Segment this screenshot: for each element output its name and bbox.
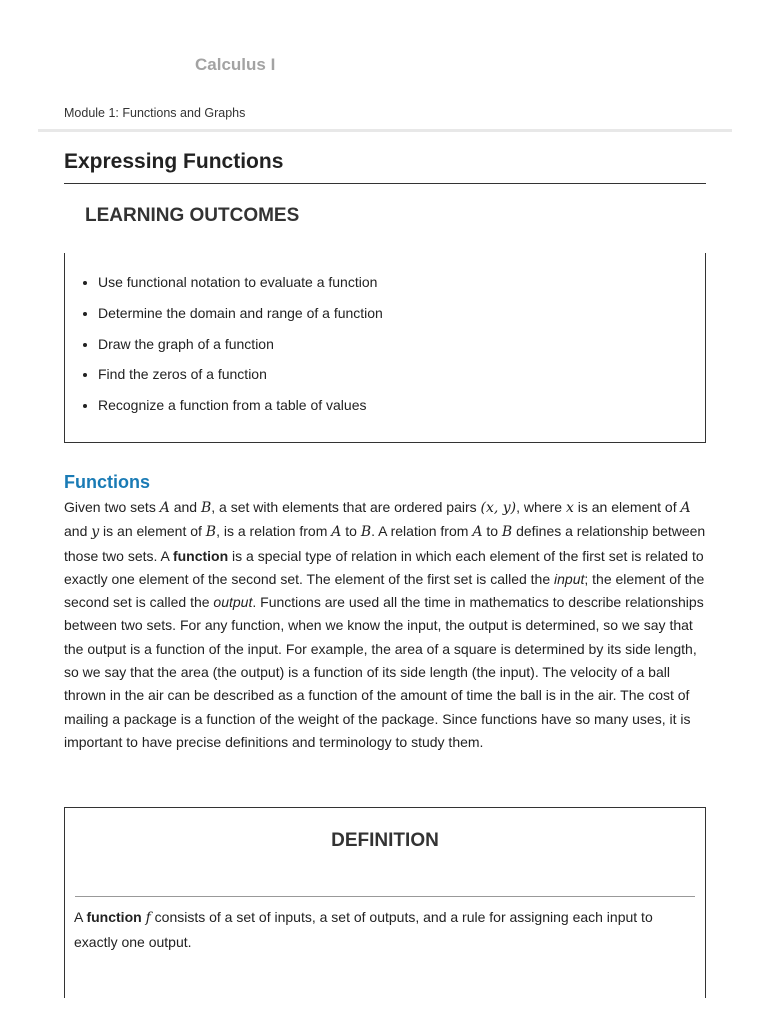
text-run: ; the element of the second set is called the [64,570,705,611]
outcome-item: • Recognize a function from a table of values [98,396,383,414]
text-run: is an element of [573,499,681,515]
term-output: output [213,594,253,611]
math-symbol: A [159,500,170,516]
definition-heading: DEFINITION [331,830,439,851]
text-run: . Functions are used all the time in mathematics to describe relationships between two sets. For any function, when we know the input, the output is determined, so we say that the output is a function of the input. For example, the area of a square is determined by its side length, so we say that the area (the output) is a function of its side length (the input). The velocity of a ball thrown in the air can be described as a function of the amount of time the ball is in the air. The cost of mailing a package is a function of the weight of the package. Since functions have so many uses, it is important to have precise definitions and terminology to study them. [64,594,704,750]
functions-heading: Functions [64,472,150,492]
math-symbol: B [205,524,217,541]
definition-box [64,807,706,998]
text-run: defines a relationship between those two sets. A [64,523,706,564]
text-run: to [482,523,502,540]
outcome-item: • Use functional notation to evaluate a function [98,273,383,291]
learning-outcomes-list [65,273,383,427]
course-title[interactable]: Calculus I [195,55,276,74]
text-run: is a special type of relation in which each element of the first set is related to exactly one element of the second set. The element of the first set is called the [64,547,704,587]
text-run: is an element of [99,523,206,540]
text-run: consists of a set of inputs, a set of outputs, and a rule for assigning each input to exactly one output. [74,909,653,950]
term-function: function [172,547,229,564]
text-run: , is a relation from [216,523,332,540]
header-divider [38,129,732,132]
math-symbol: B [200,500,212,516]
text-run: , a set with elements that are ordered pairs [211,499,481,515]
text-run: to [341,523,361,540]
math-symbol: A [472,524,483,541]
term-function: function [86,909,142,925]
outcome-item: • Find the zeros of a function [98,365,383,383]
definition-divider [75,896,695,897]
math-symbol: B [501,524,513,541]
page-title: Expressing Functions [64,150,284,173]
math-symbol: y [91,524,100,541]
text-run: A [74,909,87,925]
math-symbol: A [331,524,342,541]
text-run: and [64,523,92,540]
math-symbol: B [360,524,372,541]
outcome-item: • Draw the graph of a function [98,335,383,353]
text-run: Given two sets [64,499,160,515]
learning-outcomes-box [64,253,706,443]
math-symbol: x [565,500,574,516]
learning-outcomes-heading: LEARNING OUTCOMES [85,205,300,226]
breadcrumb[interactable]: Module 1: Functions and Graphs [64,106,246,120]
text-run: , where [516,499,566,515]
functions-paragraph [64,496,714,754]
text-run: and [169,499,201,515]
outcome-item: • Determine the domain and range of a function [98,304,383,322]
term-input: input [554,570,585,587]
definition-text [74,905,699,954]
math-symbol: f [145,910,151,926]
title-divider [64,183,706,184]
text-run: . A relation from [371,523,473,540]
math-symbol: (x, y) [480,500,517,516]
math-symbol: A [680,500,691,516]
